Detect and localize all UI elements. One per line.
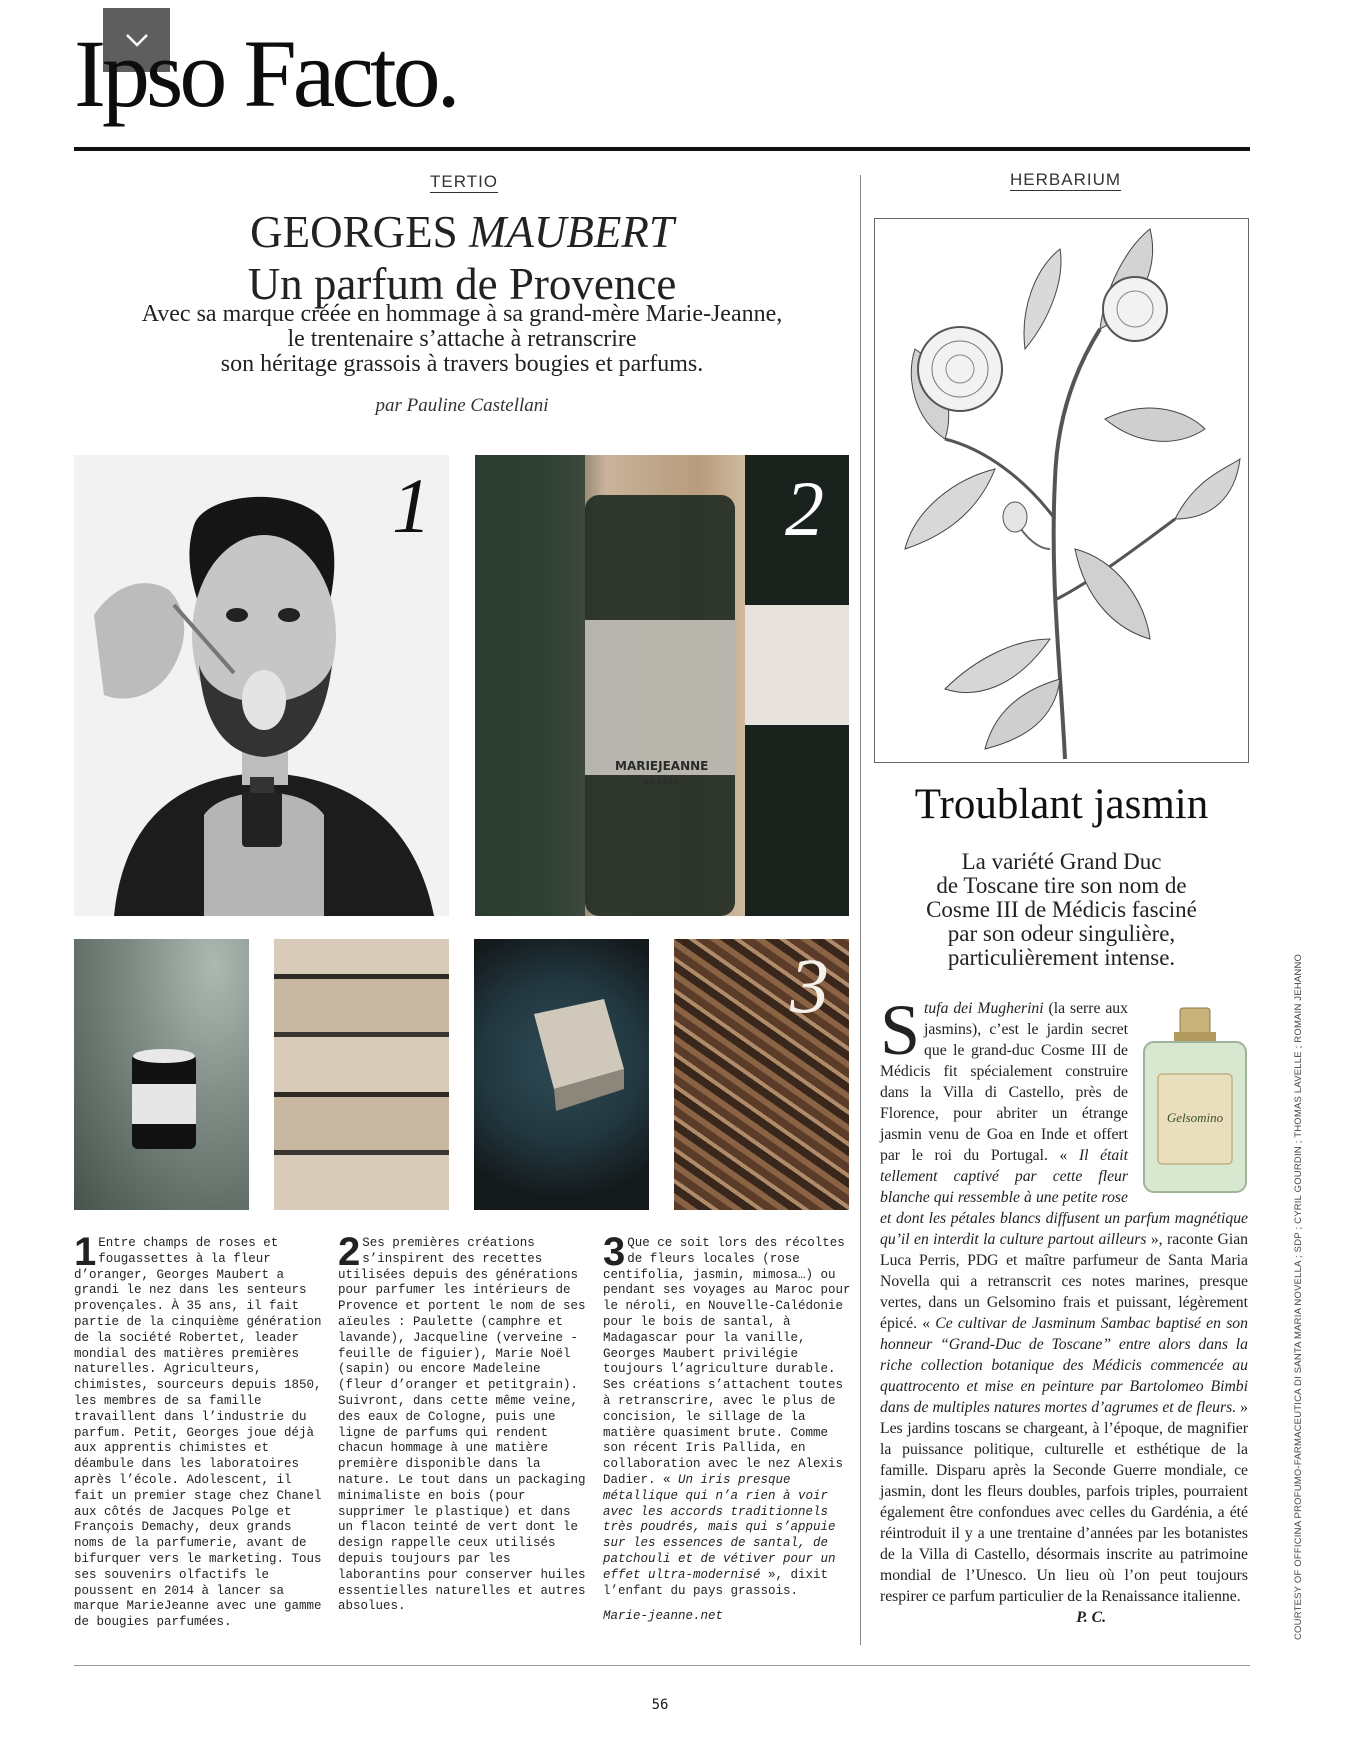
photo-number-1: 1: [392, 462, 431, 549]
headline-name-line: GEORGES MAUBERT: [250, 207, 674, 257]
header-rule: [74, 147, 1250, 151]
author-signature: P. C.: [1076, 1609, 1106, 1626]
drop-cap: S: [880, 990, 921, 1070]
herbarium-deck: La variété Grand Duc de Toscane tire son nom de Cosme III de Médicis fasciné par son odeur singulière, particulièrement intense.: [926, 849, 1197, 970]
column-divider: [860, 175, 861, 1645]
perfume-bottle-photo: [1136, 1004, 1254, 1204]
herbarium-body-text: S Gelsomino tufa dei Mugherini (la serre aux jasmins), c’est le jardin secret que le grand-duc Cosme III de Médicis fit spécialement construire dans la Villa di Castello, près de Florence, pour abriter un étrange jasmin venu de Goa en Inde et offert par le roi du Portugal. « Il était tellement captivé par cette fleur blanche qui ressemble à une petite rose et dont les pétales blancs diffusent un parfum magnétique qu’il en interdit la culture partout ailleurs », raconte Gian Luca Perris, PDG et maître parfumeur de Santa Maria Novella qui a retranscrit ces notes marines, presque vertes, dans un Gelsomino frais et puissant, légèrement épicé. « Ce cultivar de Jasminum Sambac baptisé en son honneur “Grand-Duc de Toscane” entre alors dans la riche collection botanique des Médicis commencée au quattrocento et mise en peinture par Bartolomeo Bimbi dans de multiples natures mortes d’agrumes et de fleurs. » Les jardins toscans se chargeant, à l’époque, de magnifier la puissance politique, culturelle et esthétique de la famille. Disparu après la Seconde Guerre mondiale, ce jasmin, dont les fleurs doubles, parfois triples, pourraient également être confondues avec celles du Gardénia, a été réintroduit il y a une trentaine d’années par les botanistes de la Villa di Castello, désormais inscrite au patrimoine mondial de l’Unesco. Un lieu où l’on peut toujours respirer ce parfum particulier de la Renaissance italienne. P. C.: [880, 998, 1248, 1628]
article-headline: [74, 206, 850, 310]
candle-photo: [74, 939, 249, 1210]
caption-2: 2 Ses premières créations s’inspirent des recettes utilisées depuis des générations pour parfumer les intérieurs de Provence et portent le nom de ses aïeules : Paulette (camphre et lavande), Jacqueline (verveine - feuille de figuier), Marie Noël (sapin) ou encore Madeleine (fleur d’oranger et petitgrain). Suivront, dans cette même veine, des eaux de Cologne, puis une ligne de parfums qui rendent chacun hommage à une matière première disponible dans la nature. Le tout dans un packaging minimaliste en bois (pour supprimer le plastique) et dans un flacon teinté de vert dont le design rappelle ceux utilisés depuis toujours par les laborantins pour conserver huiles essentielles naturelles et autres absolues.: [338, 1230, 586, 1614]
wooden-boxes-photo: [274, 939, 449, 1210]
caption-3: 3 Que ce soit lors des récoltes de fleurs locales (rose centifolia, jasmin, mimosa…) ou pendant ses voyages au Maroc pour le néroli, en Nouvelle-Calédonie pour le bois de santal, à Madagascar pour la vanille, Georges Maubert privilégie toujours l’agriculture durable. Ses créations s’attachent toutes à retranscrire, avec le plus de concision, le sillage de la matière quasiment brute. Comme son récent Iris Pallida, en collaboration avec le nez Alexis Dadier. « Un iris presque métallique qui n’a rien à voir avec les accords traditionnels très poudrés, mais qui s’appuie sur les essences de santal, de patchouli et de vétiver pour un effet ultra-modernisé », dixit l’enfant du pays grassois. Marie-jeanne.net: [603, 1236, 858, 1625]
article-standfirst: Avec sa marque créée en hommage à sa grand-mère Marie-Jeanne, le trentenaire s’attache à retranscrire son héritage grassois à travers bougies et parfums.: [141, 301, 783, 377]
magazine-masthead: Ipso Facto.: [74, 20, 457, 127]
gift-box-photo: [474, 939, 649, 1210]
photo-credits: COURTESY OF OFFICINA PROFUMO-FARMACEUTICA DI SANTA MARIA NOVELLA ; SDP ; CYRIL GOURDIN ; THOMAS LAVELLE ; ROMAIN JEHANNO: [1293, 953, 1304, 1640]
sandalwood-photo: [674, 939, 849, 1210]
headline-subtitle: Un parfum de Provence: [247, 259, 677, 309]
bottle-brand-label: MARIEJEANNE GRASSE: [615, 759, 709, 786]
brand-website-link[interactable]: Marie-jeanne.net: [603, 1609, 724, 1624]
jasmine-illustration: [874, 218, 1249, 763]
portrait-photo: [74, 455, 449, 916]
article-byline: par Pauline Castellani: [375, 395, 549, 416]
herbarium-title: Troublant jasmin: [914, 781, 1209, 828]
section-kicker-tertio: TERTIO: [430, 172, 499, 191]
footer-rule: [74, 1665, 1250, 1666]
bottle-photo: [475, 455, 849, 916]
page-number: 56: [651, 1697, 669, 1713]
photo-number-3: 3: [790, 942, 829, 1029]
bottle-label-text: Gelsomino: [1166, 1110, 1224, 1125]
photo-number-2: 2: [785, 465, 824, 552]
section-kicker-herbarium: HERBARIUM: [1010, 170, 1122, 189]
caption-1: 1 Entre champs de roses et fougassettes à la fleur d’oranger, Georges Maubert a grandi le nez dans les senteurs provençales. À 35 ans, il fait partie de la cinquième génération de la société Robertet, leader mondial des matières premières naturelles. Agriculteurs, chimistes, sourceurs depuis 1850, les membres de sa famille travaillent dans l’industrie du parfum. Petit, Georges joue déjà aux apprentis chimistes et déambule dans les laboratoires après l’école. Adolescent, il fait un premier stage chez Chanel aux côtés de Jacques Polge et François Demachy, deux grands noms de la parfumerie, avant de bifurquer vers le marketing. Tous ses souvenirs olfactifs le poussent en 2014 à lancer sa marque MarieJeanne avec une gamme de bougies parfumées.: [74, 1230, 322, 1630]
